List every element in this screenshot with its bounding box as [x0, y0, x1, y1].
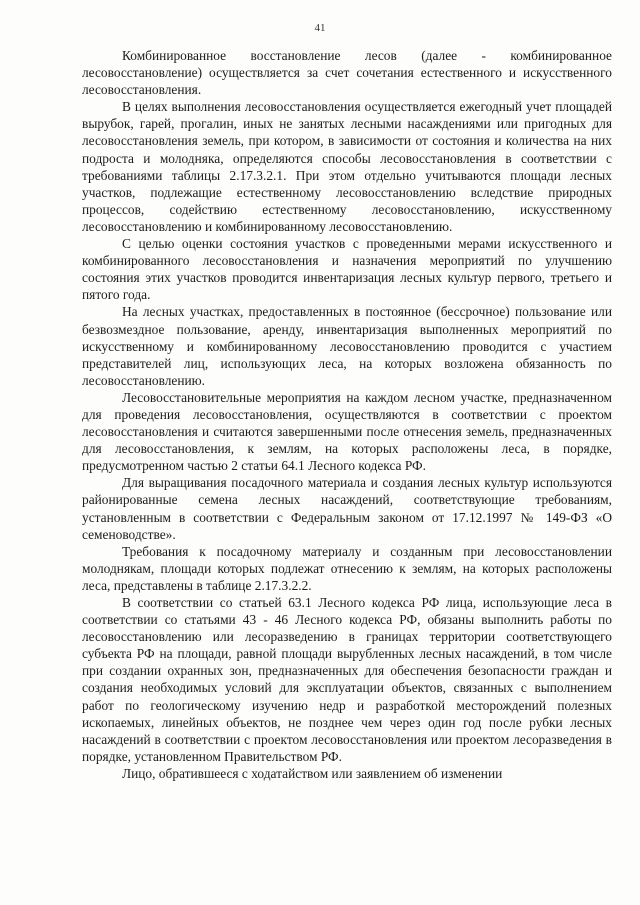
document-body: [82, 47, 612, 782]
paragraph-completion-of-measures: Лесовосстановительные мероприятия на каждом лесном участке, предназначенном для проведения лесовосстановления, осуществляются в соответствии с проектом лесовосстановления и считаются завершенными после отнесения земель, предназначенных для лесовосстановления, к землям, на которых расположены леса, в порядке, предусмотренном частью 2 статьи 64.1 Лесного кодекса РФ.: [82, 389, 612, 474]
paragraph-plantation-inventory: С целью оценки состояния участков с проведенными мерами искусственного и комбинированного лесовосстановления и назначения мероприятий по улучшению состояния этих участков проводится инвентаризация лесных культур первого, третьего и пятого года.: [82, 236, 612, 303]
paragraph-inventory-participants: На лесных участках, предоставленных в постоянное (бессрочное) пользование или безвозмездное пользование, аренду, инвентаризация выполненных мероприятий по искусственному и комбинированному лесовосстановлению проводится с участием представителей лиц, использующих леса, на которых возложена обязанность по лесовосстановлению.: [82, 304, 612, 388]
paragraph-petition-continued: Лицо, обратившееся с ходатайством или заявлением об изменении: [122, 765, 503, 781]
paragraph-article-63-1-obligations: В соответствии со статьей 63.1 Лесного кодекса РФ лица, использующие леса в соответствии со статьями 43 - 46 Лесного кодекса РФ, обязаны выполнить работы по лесовосстановлению или лесоразведению в границах территории соответствующего субъекта РФ на площади, равной площади вырубленных лесных насаждений, в том числе при создании охранных зон, предназначенных для обеспечения безопасности граждан и создания необходимых условий для эксплуатации объектов, связанных с выполнением работ по геологическому изучению недр и разработкой месторождений полезных ископаемых, линейных объектов, не позднее чем через один год после рубки лесных насаждений в соответствии с проектом лесовосстановления или проектом лесоразведения в порядке, установленном Правительством РФ.: [82, 595, 612, 764]
page-number: 41: [314, 22, 326, 34]
paragraph-seed-material: Для выращивания посадочного материала и создания лесных культур используются районированные семена лесных насаждений, соответствующие требованиям, установленным в соответствии с Федеральным законом от 17.12.1997 № 149-ФЗ «О семеноводстве».: [82, 475, 612, 542]
paragraph-annual-area-accounting: В целях выполнения лесовосстановления осуществляется ежегодный учет площадей вырубок, гарей, прогалин, иных не занятых лесными насаждениями или пригодных для лесовосстановления земель, при котором, в зависимости от состояния и количества на них подроста и молодняка, определяются способы лесовосстановления в соответствии с требованиями таблицы 2.17.3.2.1. При этом отдельно учитываются площади лесных участков, подлежащие естественному лесовосстановлению вследствие природных процессов, содействию естественному лесовосстановлению, искусственному лесовосстановлению и комбинированному лесовосстановлению.: [82, 99, 612, 234]
paragraph-combined-reforestation-definition: Комбинированное восстановление лесов (далее - комбинированное лесовосстановление) осуществляется за счет сочетания естественного и искусственного лесовосстановления.: [82, 48, 612, 98]
paragraph-planting-material-requirements: Требования к посадочному материалу и созданным при лесовосстановлении молоднякам, площади которых подлежат отнесению к землям, на которых расположены леса, представлены в таблице 2.17.3.2.2.: [82, 543, 612, 593]
